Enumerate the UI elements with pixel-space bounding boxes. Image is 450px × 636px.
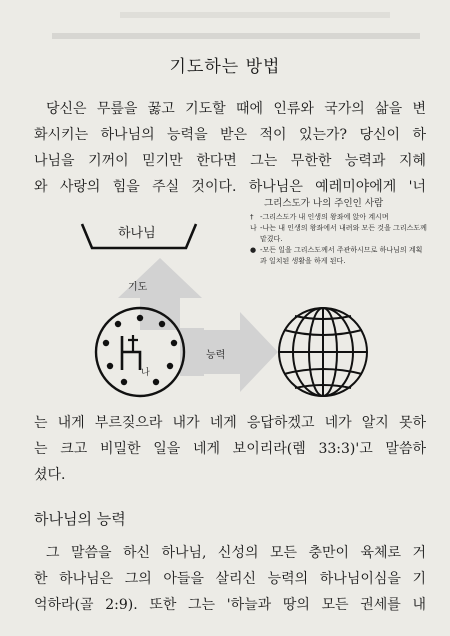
paragraph-power (34, 540, 426, 618)
text-line: 그 말씀을 하신 하나님, 신성의 모든 충만이 육체로 거 (46, 545, 426, 561)
diagram-legend (250, 195, 428, 267)
text-line: 는 내게 부르짖으라 내가 네게 응답하겠고 네가 알지 못하 (34, 415, 426, 431)
legend-item (250, 223, 428, 245)
text-line: 나님을 기꺼이 믿기만 한다면 그는 무한한 능력과 지혜 (34, 153, 426, 169)
power-label: 능력 (206, 350, 226, 361)
legend-mark: † (250, 213, 254, 221)
god-label: 하나님 (118, 226, 156, 241)
legend-text: -나는 내 인생의 왕좌에서 내려와 모든 것을 그리스도께 맡겼다. (260, 224, 427, 243)
text-line: 는 크고 비밀한 일을 네게 보이리라(렘 33:3)'고 말씀하 (34, 441, 426, 457)
legend-item (250, 245, 428, 267)
legend-text: -모든 일을 그리스도께서 주관하시므로 하나님의 계획과 일치된 생활을 하게 된다. (260, 246, 423, 265)
prayer-label: 기도 (128, 282, 148, 293)
legend-text: -그리스도가 내 인생의 왕좌에 앉아 계시며 (260, 213, 389, 221)
legend-mark: ● (250, 246, 257, 254)
legend-item (250, 212, 428, 223)
page-title: 기도하는 방법 (169, 57, 281, 77)
section-title: 하나님의 능력 (34, 510, 126, 528)
text-line: 화시키는 하나님의 능력을 받은 적이 있는가? 당신이 하 (34, 127, 426, 143)
text-line: 한 하나님은 그의 아들을 살리신 능력의 하나님이심을 기 (34, 571, 426, 587)
me-label: 나 (141, 368, 150, 378)
bleed-through-line (52, 33, 420, 39)
text-line: 와 사랑의 힘을 주실 것이다. 하나님은 예레미야에게 '너 (34, 179, 426, 195)
prayer-up-arrow (118, 258, 202, 330)
text-line: 당신은 무릎을 꿇고 기도할 때에 인류와 국가의 삶을 변 (46, 101, 426, 117)
cross-icon (128, 335, 138, 351)
legend-mark: 나 (250, 224, 257, 232)
text-line: 억하라(골 2:9). 또한 그는 '하늘과 땅의 모든 권세를 내 (34, 597, 426, 613)
globe-icon (279, 308, 367, 396)
paragraph-jeremiah (34, 410, 426, 488)
paragraph-intro (34, 96, 426, 200)
text-line: 셨다. (34, 467, 66, 483)
bleed-through-line (120, 12, 390, 18)
legend-title: 그리스도가 나의 주인인 사람 (264, 198, 384, 209)
